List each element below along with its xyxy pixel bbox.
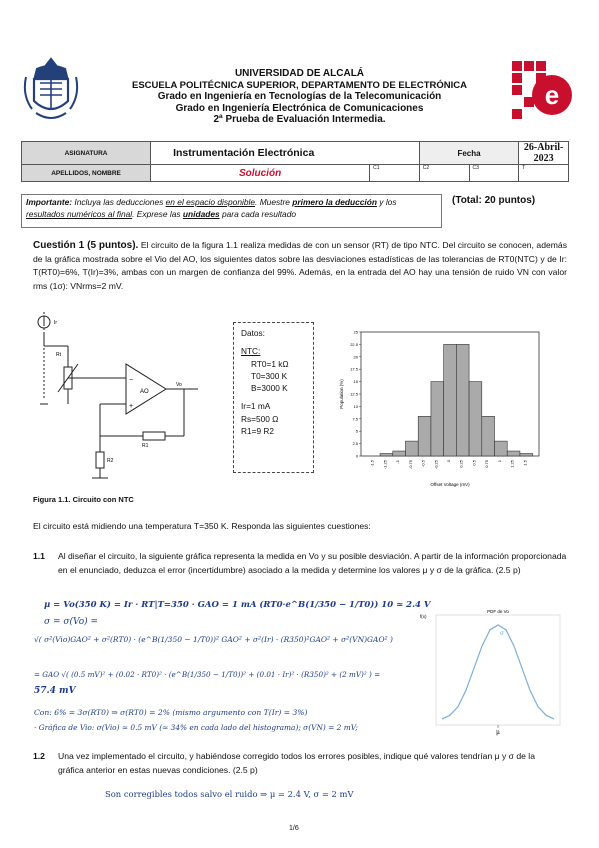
important-underline-2: resultados numéricos al final <box>26 209 133 219</box>
asignatura-label: ASIGNATURA <box>22 142 151 165</box>
histogram-bar <box>444 344 457 456</box>
mu-label: μ <box>496 729 500 736</box>
y-tick-label: 10 <box>353 403 358 409</box>
formula-grafica: · Gráfica de Vio: σ(Vio) ≈ 0.5 mV (≈ 34% en cada lado del histograma); σ(VN) = 2 mV; <box>34 723 358 732</box>
q12-number: 1.2 <box>33 751 45 761</box>
y-tick-label: 12.5 <box>350 391 358 397</box>
y-tick-label: 25 <box>353 329 358 335</box>
y-tick-label: 5 <box>355 428 358 434</box>
q11-text: Al diseñar el circuito, la siguiente gráfica representa la medida en Vo y su posible desviación. A partir de la información proporcionada en el enunciado, deduzca el error (incertidumbre) asociado a la medida y determine los valores μ y σ de la gráfica. (2.5 p) <box>58 551 567 575</box>
histogram-bar <box>406 441 419 456</box>
x-tick-label: 1 <box>496 460 502 463</box>
fecha-label: Fecha <box>419 142 518 165</box>
important-text: Incluya las deducciones <box>72 197 166 207</box>
histogram-bar <box>482 416 495 456</box>
ir-label: Ir <box>54 320 58 326</box>
formula-sigma: σ = σ(Vo) = <box>44 617 99 627</box>
important-underline-1: en el espacio disponible <box>165 197 256 207</box>
header-degree-2: Grado en Ingeniería Electrónica de Comunicaciones <box>175 102 424 114</box>
histogram-bar <box>431 382 444 456</box>
x-tick-label: -1.5 <box>369 460 375 467</box>
x-tick-label: -0.25 <box>433 460 439 470</box>
histogram-chart <box>337 328 547 488</box>
important-text-5: para cada resultado <box>219 209 297 219</box>
y-tick-label: 20 <box>353 354 358 360</box>
pdf-chart <box>418 605 568 743</box>
svg-text:e: e <box>544 80 560 110</box>
x-tick-label: 1.25 <box>509 460 515 468</box>
apellidos-value: Solución <box>151 165 370 182</box>
important-label: Importante: <box>26 197 73 207</box>
datos-t0: T0=300 K <box>251 370 288 381</box>
page-number: 1/6 <box>289 825 299 832</box>
q11-number: 1.1 <box>33 551 45 561</box>
c2-cell: C2 <box>419 165 469 182</box>
minus-input: − <box>129 377 134 384</box>
datos-r1: R1=9 R2 <box>241 426 274 437</box>
info-table <box>21 141 569 182</box>
histogram-bar <box>507 451 520 456</box>
y-axis-label: Population (%) <box>339 379 344 409</box>
q12-text: Una vez implementado el circuito, y habiéndose corregido todos los errores posibles, indique qué valores tendrían μ y σ de la gráfica anterior en estas nuevas condiciones. (2.5 p) <box>58 751 535 775</box>
y-tick-label: 2.5 <box>352 441 358 447</box>
x-tick-label: 0.75 <box>484 460 490 468</box>
pdf-y-label: f(x) <box>420 614 427 619</box>
y-tick-label: 7.5 <box>352 416 358 422</box>
histogram-bar <box>380 454 393 456</box>
histogram-bar <box>495 441 508 456</box>
important-notice <box>21 194 442 228</box>
fecha-value: 26-Abril-2023 <box>519 142 569 165</box>
important-text-3: y los <box>376 197 397 207</box>
r2-label: R2 <box>107 458 114 464</box>
datos-ir: Ir=1 mA <box>241 401 271 412</box>
datos-rs: Rs=500 Ω <box>241 413 279 424</box>
important-text-4: . Exprese las <box>132 209 183 219</box>
x-tick-label: -1.25 <box>382 460 388 470</box>
formula-result: 57.4 mV <box>34 686 76 696</box>
y-tick-label: 0 <box>355 453 358 459</box>
formula-mu: μ = Vo(350 K) = Ir · RT|T=350 · GAO = 1 mA (RT0·e^B(1/350 − 1/T0)) 10 ≃ 2.4 V <box>44 600 431 610</box>
apellidos-label: APELLIDOS, NOMBRE <box>22 165 151 182</box>
important-bold-2: unidades <box>182 209 220 219</box>
vo-label: Vo <box>176 382 182 388</box>
y-tick-label: 22.5 <box>350 341 358 347</box>
intro-text <box>33 520 371 534</box>
formula-con: Con: 6% = 3σ(RT0) ⇒ σ(RT0) = 2% (mismo argumento con T(Ir) = 3%) <box>34 708 308 717</box>
datos-title: Datos: <box>241 328 265 338</box>
x-axis-label: Offset Voltage (mV) <box>430 482 470 487</box>
c1-cell: C1 <box>370 165 420 182</box>
y-tick-label: 15 <box>353 379 358 385</box>
ao-label: AO <box>140 389 149 395</box>
formula-sigma-expr: √( σ²(Vio)GAO² + σ²(RT0) · (e^B(1/350 − 1/T0))² GAO² + σ²(Ir) · (R350)²GAO² + σ²(VN)GAO² ) <box>34 635 393 644</box>
question-1 <box>33 239 567 293</box>
histogram-bar <box>456 344 469 456</box>
header-university: UNIVERSIDAD DE ALCALÁ <box>234 68 365 79</box>
histogram-bar <box>469 382 482 456</box>
header <box>0 68 599 126</box>
y-tick-label: 17.5 <box>350 366 358 372</box>
x-tick-label: 0.5 <box>471 460 477 466</box>
formula-numeric: = GAO √( (0.5 mV)² + (0.02 · RT0)² · (e^B(1/350 − 1/T0))² + (0.01 · Ir)² · (R350)² + (2 mV)² ) = <box>34 670 381 679</box>
pdf-frame <box>436 615 560 725</box>
t-cell: T <box>519 165 569 182</box>
important-bold-1: primero la deducción <box>292 197 377 207</box>
asignatura-value: Instrumentación Electrónica <box>151 142 420 165</box>
sigma-annotation: σ <box>500 630 505 637</box>
question-1-text: El circuito de la figura 1.1 realiza medidas de con un sensor (RT) de tipo NTC. Del circuito se conocen, además de la gráfica mostrada sobre el Vio del AO, los siguientes datos sobre las desviaciones estadísticas de las tolerancias de RT0(NTC) y de Ir: T(RT0)=6%, T(Ir)=3%, ambas con un margen de confianza del 99%. Además, en la entrada del AO hay una tensión de ruido VN con valor rms (1σ): VNrms=2 mV. <box>33 240 568 291</box>
datos-ntc: NTC: <box>241 346 261 357</box>
r1-label: R1 <box>142 443 149 449</box>
x-tick-label: 1.5 <box>522 460 528 466</box>
intro: El circuito está midiendo una temperatura T=350 K. Responda las siguientes cuestiones: <box>33 521 371 531</box>
x-tick-label: -0.5 <box>420 460 426 467</box>
c3-cell: C3 <box>469 165 519 182</box>
important-text-2: . Muestre <box>255 197 293 207</box>
x-tick-label: 0 <box>446 460 451 463</box>
rt-label: Rt <box>56 352 61 358</box>
figure-caption: Figura 1.1. Circuito con NTC <box>33 495 134 504</box>
x-tick-label: -1 <box>395 460 401 464</box>
datos-box <box>233 322 314 473</box>
histogram-bar <box>418 416 431 456</box>
question-1-title: Cuestión 1 (5 puntos). <box>33 240 139 251</box>
datos-b: B=3000 K <box>251 383 288 394</box>
q12-answer: Son corregibles todos salvo el ruido ⇒ μ = 2.4 V, σ = 2 mV <box>105 789 354 799</box>
circuit-diagram <box>28 312 228 484</box>
header-school: ESCUELA POLITÉCNICA SUPERIOR, DEPARTAMENTO DE ELECTRÓNICA <box>132 79 467 91</box>
datos-rt0: RT0=1 kΩ <box>251 358 289 369</box>
histogram-bar <box>520 454 533 456</box>
header-exam: 2ª Prueba de Evaluación Intermedia. <box>213 114 386 125</box>
plus-input: + <box>129 403 134 410</box>
header-degree-1: Grado en Ingeniería en Tecnologías de la Telecomunicación <box>157 91 442 102</box>
x-tick-label: -0.75 <box>407 460 413 470</box>
total-points: (Total: 20 puntos) <box>452 195 536 206</box>
pdf-title: PDF de Vo <box>487 609 509 614</box>
x-tick-label: 0.25 <box>458 460 464 468</box>
histogram-bar <box>393 451 406 456</box>
